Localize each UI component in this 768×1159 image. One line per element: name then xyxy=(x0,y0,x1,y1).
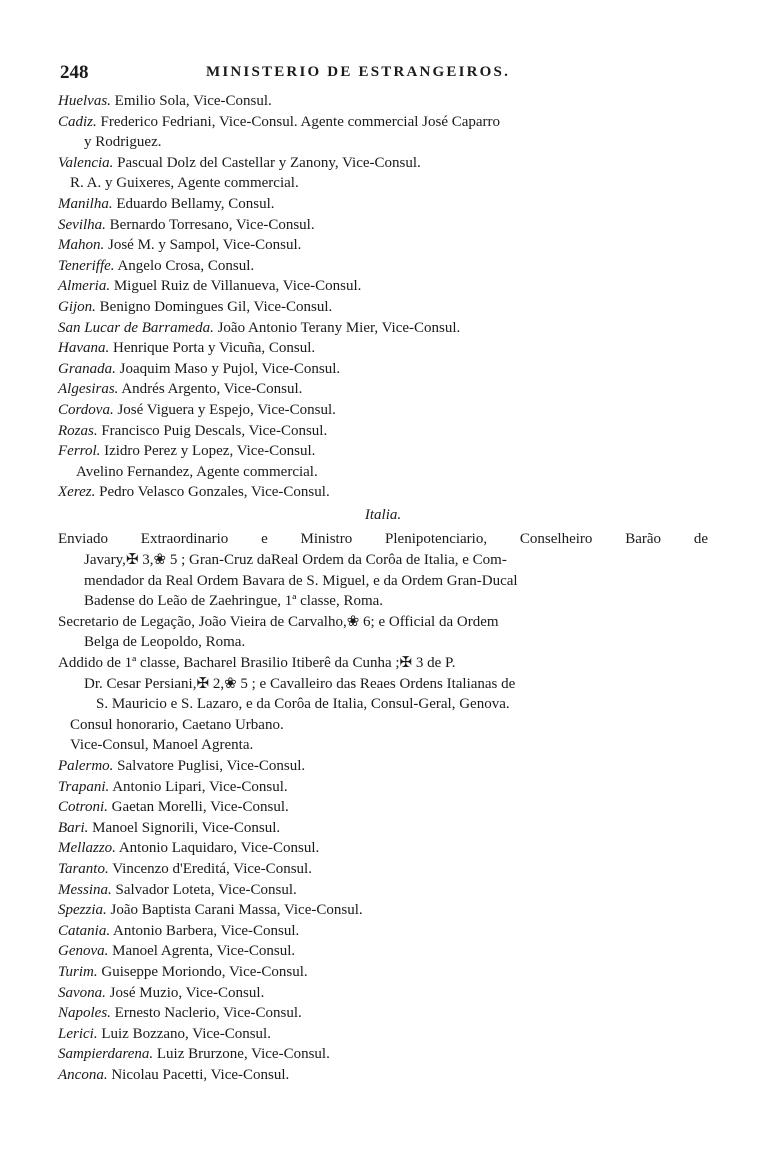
consulate-entry xyxy=(58,112,708,133)
city-name: Catania. xyxy=(58,922,111,939)
consul-details: José Viguera y Espejo, Vice-Consul. xyxy=(113,401,336,418)
consul-details: Manoel Agrenta, Vice-Consul. xyxy=(108,943,296,960)
consul-details: Luiz Brurzone, Vice-Consul. xyxy=(153,1046,330,1063)
city-name: Manilha. xyxy=(58,195,113,212)
legation-line: Addido de 1ª classe, Bacharel Brasilio Itiberê da Cunha ;✠ 3 de P. xyxy=(58,653,708,674)
legation-line: Belga de Leopoldo, Roma. xyxy=(84,634,246,651)
consulate-entry xyxy=(58,818,708,839)
city-name: Teneriffe. xyxy=(58,257,115,274)
city-name: Sevilha. xyxy=(58,216,106,233)
consulate-entry xyxy=(58,983,708,1004)
consulate-entry xyxy=(58,797,708,818)
city-name: Almeria. xyxy=(58,278,111,295)
consul-details: Antonio Barbera, Vice-Consul. xyxy=(110,922,300,939)
consulate-entry xyxy=(58,1065,708,1086)
consulate-entry xyxy=(58,1024,708,1045)
consul-details: Salvador Loteta, Vice-Consul. xyxy=(111,881,297,898)
legation-line: S. Mauricio e S. Lazaro, e da Corôa de Italia, Consul-Geral, Genova. xyxy=(96,696,510,713)
consulate-entry xyxy=(58,441,708,462)
city-name: Valencia. xyxy=(58,154,114,171)
city-name: Genova. xyxy=(58,943,109,960)
city-name: Gijon. xyxy=(58,298,96,315)
consul-details: Luiz Bozzano, Vice-Consul. xyxy=(97,1025,271,1042)
consulate-entry xyxy=(58,359,708,380)
rose-order-icon: ❀ xyxy=(224,675,237,692)
consul-details: Francisco Puig Descals, Vice-Consul. xyxy=(97,422,328,439)
consulate-entry xyxy=(58,379,708,400)
city-name: Turim. xyxy=(58,963,98,980)
consul-details: Eduardo Bellamy, Consul. xyxy=(112,195,275,212)
italy-legation-paragraph xyxy=(58,529,708,756)
consul-details: Joaquim Maso y Pujol, Vice-Consul. xyxy=(115,360,341,377)
city-name: Cordova. xyxy=(58,401,114,418)
city-name: Ancona. xyxy=(58,1066,108,1083)
consul-details: Bernardo Torresano, Vice-Consul. xyxy=(105,216,315,233)
city-name: Cadiz. xyxy=(58,113,97,130)
document-body xyxy=(58,91,708,1086)
consulate-entry xyxy=(58,880,708,901)
city-name: Mellazzo. xyxy=(58,840,116,857)
city-name: Bari. xyxy=(58,819,89,836)
consulate-entry xyxy=(58,838,708,859)
consulate-entry xyxy=(58,777,708,798)
consulate-entry xyxy=(58,400,708,421)
consulate-entry xyxy=(58,153,708,174)
legation-line: Dr. Cesar Persiani,✠ 2,❀ 5 ; e Cavalleiro das Reaes Ordens Italianas de xyxy=(58,674,708,695)
consulate-entry xyxy=(58,859,708,880)
city-name: Algesiras. xyxy=(58,381,119,398)
consul-details: R. A. y Guixeres, Agente commercial. xyxy=(70,175,299,192)
legation-line: Vice-Consul, Manoel Agrenta. xyxy=(70,737,254,754)
consulate-entry xyxy=(58,276,708,297)
city-name: San Lucar de Barrameda. xyxy=(58,319,214,336)
consul-details: José Muzio, Vice-Consul. xyxy=(105,984,265,1001)
consul-details: José M. y Sampol, Vice-Consul. xyxy=(104,237,302,254)
city-name: Ferrol. xyxy=(58,443,101,460)
city-name: Messina. xyxy=(58,881,112,898)
city-name: Granada. xyxy=(58,360,116,377)
rose-order-icon: ❀ xyxy=(346,613,360,630)
page-header xyxy=(60,62,710,84)
italy-consulate-list xyxy=(58,756,708,1086)
city-name: Trapani. xyxy=(58,778,110,795)
consulate-entry xyxy=(58,462,708,483)
city-name: Mahon. xyxy=(58,237,105,254)
consul-details: Miguel Ruiz de Villanueva, Vice-Consul. xyxy=(110,278,362,295)
consul-details: João Antonio Terany Mier, Vice-Consul. xyxy=(213,319,461,336)
city-name: Napoles. xyxy=(58,1005,111,1022)
section-heading-italia: Italia. xyxy=(364,506,402,523)
city-name: Spezzia. xyxy=(58,902,107,919)
city-name: Huelvas. xyxy=(58,93,111,109)
consul-details: Salvatore Puglisi, Vice-Consul. xyxy=(113,758,306,774)
city-name: Sampierdarena. xyxy=(58,1046,154,1063)
legation-line: mendador da Real Ordem Bavara de S. Miguel, e da Ordem Gran-Ducal xyxy=(84,572,518,589)
consulate-entry xyxy=(58,941,708,962)
consulate-entry xyxy=(58,215,708,236)
consulate-entry xyxy=(58,921,708,942)
consul-details: Manoel Signorili, Vice-Consul. xyxy=(88,819,281,836)
legation-line: Javary,✠ 3,❀ 5 ; Gran-Cruz daReal Ordem da Corôa de Italia, e Com- xyxy=(58,550,708,571)
consulate-entry xyxy=(58,421,708,442)
consulate-entry xyxy=(58,338,708,359)
consulate-entry xyxy=(58,318,708,339)
legation-line: Consul honorario, Caetano Urbano. xyxy=(70,716,284,733)
consul-details: Gaetan Morelli, Vice-Consul. xyxy=(107,799,289,816)
consul-details: Benigno Domingues Gil, Vice-Consul. xyxy=(95,298,333,315)
consul-details: Izidro Perez y Lopez, Vice-Consul. xyxy=(100,443,316,460)
consul-details: Angelo Crosa, Consul. xyxy=(114,257,255,274)
city-name: Havana. xyxy=(58,340,110,357)
consulate-entry xyxy=(58,900,708,921)
consul-details: Guiseppe Moriondo, Vice-Consul. xyxy=(97,963,308,980)
legation-line: Secretario de Legação, João Vieira de Carvalho,❀ 6; e Official da Ordem xyxy=(58,612,708,633)
city-name: Palermo. xyxy=(58,758,114,774)
city-name: Cotroni. xyxy=(58,799,108,816)
spain-consulate-list xyxy=(58,91,708,503)
city-name: Lerici. xyxy=(58,1025,98,1042)
consul-details: Frederico Fedriani, Vice-Consul. Agente commercial José Caparro xyxy=(96,113,501,130)
consulate-entry xyxy=(58,756,708,777)
page-number: 248 xyxy=(60,62,89,83)
consul-details: Nicolau Pacetti, Vice-Consul. xyxy=(107,1066,290,1083)
cross-order-icon: ✠ xyxy=(125,552,139,569)
consulate-entry xyxy=(58,173,708,194)
legation-line: Enviado Extraordinario e Ministro Plenipotenciario, Conselheiro Barão de xyxy=(58,531,708,548)
city-name: Savona. xyxy=(58,984,106,1001)
consulate-entry xyxy=(58,194,708,215)
running-title: MINISTERIO DE ESTRANGEIROS. xyxy=(206,64,511,80)
consul-details: Avelino Fernandez, Agente commercial. xyxy=(76,463,318,480)
consulate-entry xyxy=(58,297,708,318)
consul-details: Antonio Lipari, Vice-Consul. xyxy=(109,778,288,795)
city-name: Taranto. xyxy=(58,860,109,877)
legation-line: Badense do Leão de Zaehringue, 1ª classe, Roma. xyxy=(84,593,384,610)
city-name: Rozas. xyxy=(58,422,98,439)
consul-details: Pedro Velasco Gonzales, Vice-Consul. xyxy=(95,484,330,501)
cross-order-icon: ✠ xyxy=(196,675,210,692)
consul-details: João Baptista Carani Massa, Vice-Consul. xyxy=(106,902,363,919)
consul-details: Antonio Laquidaro, Vice-Consul. xyxy=(115,840,320,857)
consulate-entry xyxy=(58,91,708,112)
consul-details: Emilio Sola, Vice-Consul. xyxy=(110,93,272,109)
consul-details: Ernesto Naclerio, Vice-Consul. xyxy=(110,1005,302,1022)
consul-details: Pascual Dolz del Castellar y Zanony, Vice-Consul. xyxy=(113,154,421,171)
consulate-entry xyxy=(58,482,708,503)
consul-details: Andrés Argento, Vice-Consul. xyxy=(118,381,303,398)
consulate-entry xyxy=(58,256,708,277)
consul-details: Henrique Porta y Vicuña, Consul. xyxy=(109,340,316,357)
consulate-entry xyxy=(58,962,708,983)
consul-details: Vincenzo d'Ereditá, Vice-Consul. xyxy=(108,860,312,877)
consulate-entry xyxy=(58,235,708,256)
cross-order-icon: ✠ xyxy=(399,655,413,672)
city-name: Xerez. xyxy=(58,484,96,501)
consulate-entry xyxy=(58,1044,708,1065)
consulate-entry xyxy=(58,1003,708,1024)
rose-order-icon: ❀ xyxy=(153,552,167,569)
consulate-entry xyxy=(58,132,708,153)
consul-details: y Rodriguez. xyxy=(84,134,162,151)
